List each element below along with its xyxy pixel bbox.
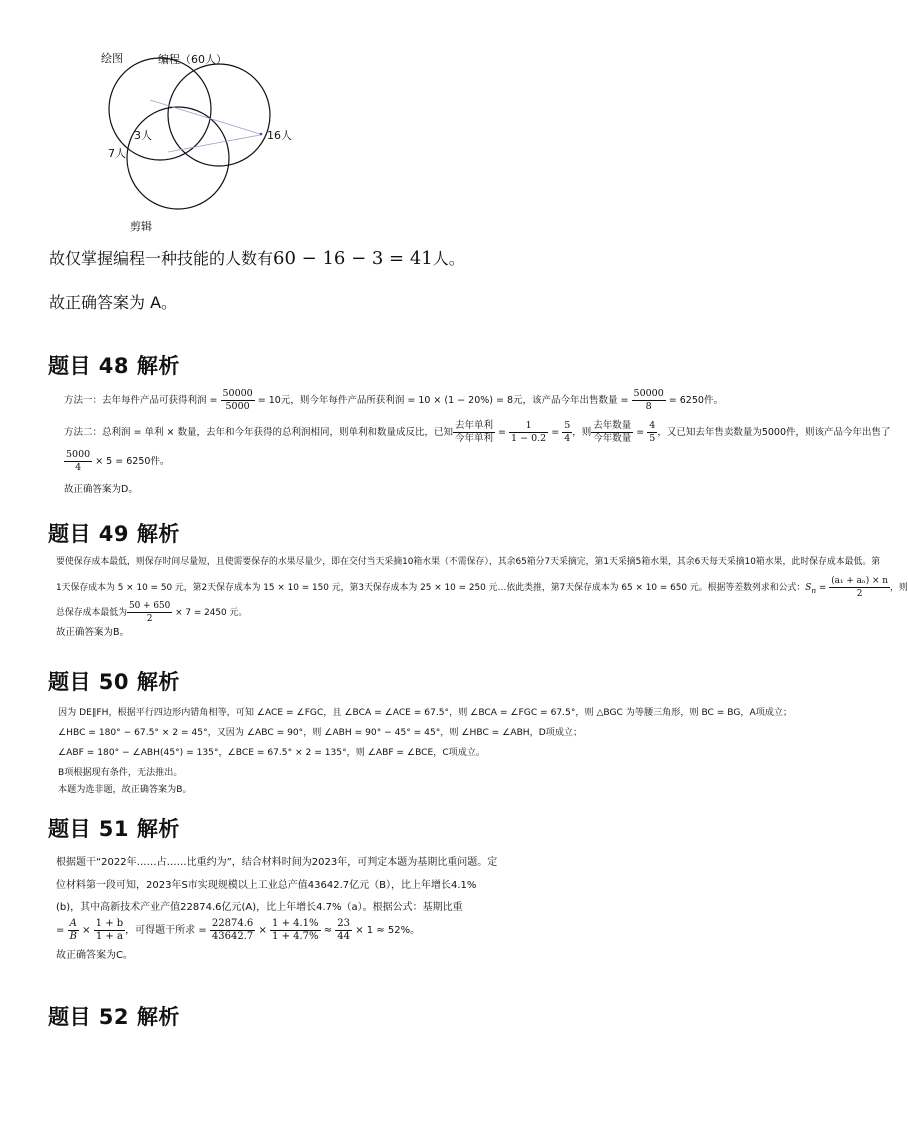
frac-denominator: B bbox=[69, 930, 77, 942]
venn-label-drawing: 绘图 bbox=[101, 52, 123, 65]
q48-m2-frac1 bbox=[453, 420, 495, 445]
frac-denominator: 43642.7 bbox=[211, 930, 254, 942]
frac-numerator: 50 + 650 bbox=[129, 601, 171, 611]
equals: = bbox=[495, 427, 510, 438]
venn-callout-value: 16人 bbox=[267, 129, 292, 142]
q48-heading: 题目 48 解析 bbox=[48, 354, 180, 378]
q48-answer: 故正确答案为D。 bbox=[64, 484, 138, 495]
frac-denominator: 5 bbox=[649, 433, 656, 444]
q50-line1: 因为 DE∥FH，根据平行四边形内错角相等，可知 ∠ACE = ∠FGC，且 ∠BCA = ∠ACE = 67.5°，则 ∠BCA = ∠FGC = 67.5°，则 △BGC 为等腰三角形，则 BC = BG，A项成立； bbox=[58, 708, 793, 718]
q49-sn: S bbox=[805, 583, 812, 593]
q51-frac1 bbox=[68, 918, 79, 943]
q48-m2-frac4 bbox=[591, 420, 633, 445]
q49-sn-sub: n bbox=[811, 585, 817, 595]
q50-heading: 题目 50 解析 bbox=[48, 670, 180, 694]
q49-line3-text-a: 总保存成本最低为 bbox=[56, 608, 127, 618]
q49-line2-text-a: 1天保存成本为 5 × 10 = 50 元，第2天保存成本为 15 × 10 = 150 元，第3天保存成本为 25 × 10 = 250 元…依此类推，第7天保存成本为 65 × 10 = 650 元。根据等差数列求和公式： bbox=[56, 583, 806, 593]
q50-line4: B项根据现有条件，无法推出。 bbox=[58, 768, 183, 778]
frac-numerator: (a₁ + aₙ) × n bbox=[831, 576, 888, 586]
equals: = bbox=[56, 925, 68, 936]
frac-numerator: 50000 bbox=[222, 388, 253, 399]
q48-m3-text: × 5 = 6250件。 bbox=[92, 456, 170, 467]
q51-answer: 故正确答案为C。 bbox=[56, 950, 133, 961]
callout-line-lower bbox=[168, 135, 260, 152]
q51-frac5 bbox=[335, 918, 352, 943]
q50-line2: ∠HBC = 180° − 67.5° × 2 = 45°，又因为 ∠ABC = 90°，则 ∠ABH = 90° − 45° = 45°，则 ∠HBC = ∠ABH，D项成立； bbox=[58, 728, 583, 738]
frac-numerator: 去年数量 bbox=[593, 420, 632, 431]
q48-m2-text-c: ，又已知去年售卖数量为5000件，则该产品今年出售了 bbox=[657, 427, 891, 438]
q48-m1-text-c: = 6250件。 bbox=[665, 395, 723, 406]
q51-line2: 位材料第一段可知，2023年S市实现规模以上工业总产值43642.7亿元（B），比上年增长4.1% bbox=[56, 880, 477, 891]
equals: = bbox=[548, 427, 563, 438]
frac-numerator: 1 bbox=[509, 420, 548, 433]
q48-m2-frac5 bbox=[647, 420, 657, 445]
q48-m2-frac3 bbox=[562, 420, 572, 445]
q51-frac4 bbox=[270, 918, 321, 943]
frac-numerator: A bbox=[68, 918, 79, 931]
q51-frac3 bbox=[210, 918, 255, 943]
q48-method2 bbox=[64, 420, 891, 445]
callout-dot bbox=[260, 133, 263, 136]
frac-numerator: 1 + b bbox=[95, 917, 124, 929]
frac-denominator: 今年数量 bbox=[593, 433, 632, 444]
q48-m1-frac1 bbox=[221, 388, 255, 413]
frac-denominator: 2 bbox=[856, 589, 863, 599]
frac-numerator: 4 bbox=[649, 420, 656, 431]
q49-answer: 故正确答案为B。 bbox=[56, 627, 130, 638]
q51-line1: 根据题干“2022年……占……比重约为”，结合材料时间为2023年，可判定本题为基期比重问题。定 bbox=[56, 857, 498, 868]
q47-text-prefix: 故仅掌握编程一种技能的人数有 bbox=[49, 249, 274, 268]
venn-center-value: 3人 bbox=[134, 129, 152, 142]
q48-m3-frac bbox=[64, 449, 92, 474]
q51-frac2 bbox=[94, 918, 126, 943]
q51-heading: 题目 51 解析 bbox=[48, 817, 180, 841]
q48-m1-text-a: 方法一：去年每件产品可获得利润 = bbox=[64, 395, 221, 406]
frac-numerator: 22874.6 bbox=[211, 917, 254, 929]
frac-denominator: 4 bbox=[564, 433, 571, 444]
frac-denominator: 44 bbox=[337, 930, 351, 942]
frac-numerator: 去年单利 bbox=[455, 420, 494, 431]
q51-tail: × 1 ≈ 52%。 bbox=[352, 925, 421, 936]
q52-heading: 题目 52 解析 bbox=[48, 1005, 180, 1029]
q49-line3 bbox=[56, 600, 247, 625]
q48-m2-text-b: ，则 bbox=[572, 427, 592, 438]
q47-math: 60 − 16 − 3 = 41 bbox=[273, 248, 433, 269]
venn-left-overlap-value: 7人 bbox=[108, 147, 126, 160]
q50-line5: 本题为选非题，故正确答案为B。 bbox=[58, 785, 192, 795]
frac-numerator: 1 + 4.1% bbox=[272, 917, 319, 929]
frac-denominator: 1 − 0.2 bbox=[511, 433, 547, 444]
frac-denominator: 8 bbox=[645, 401, 652, 412]
venn-label-programming: 编程（60人） bbox=[158, 53, 227, 66]
frac-denominator: 2 bbox=[146, 614, 153, 624]
equals: = bbox=[633, 427, 648, 438]
editing-circle bbox=[127, 107, 229, 209]
q49-heading: 题目 49 解析 bbox=[48, 522, 180, 546]
q49-line2-frac bbox=[829, 575, 890, 600]
times: × bbox=[78, 925, 94, 936]
q47-answer: 故正确答案为 A。 bbox=[49, 293, 178, 312]
q51-line3: (b)，其中高新技术产业产值22874.6亿元(A)，比上年增长4.7%（a）。根据公式：基期比重 bbox=[56, 902, 463, 913]
q50-line3: ∠ABF = 180° − ∠ABH(45°) = 135°，∠BCE = 67.5° × 2 = 135°，则 ∠ABF = ∠BCE，C项成立。 bbox=[58, 748, 486, 758]
q48-method2-cont bbox=[64, 449, 169, 474]
frac-denominator: 1 + 4.7% bbox=[272, 930, 319, 942]
q48-m2-frac2 bbox=[509, 420, 548, 445]
q49-line3-frac bbox=[127, 600, 172, 625]
frac-numerator: 5000 bbox=[66, 449, 91, 460]
frac-denominator: 5000 bbox=[225, 401, 250, 412]
q51-mid-text: ，可得题干所求 = bbox=[125, 925, 210, 936]
times: × bbox=[255, 925, 271, 936]
programming-circle bbox=[168, 64, 270, 166]
frac-numerator: 50000 bbox=[633, 388, 664, 399]
q48-method1 bbox=[64, 388, 723, 413]
frac-numerator: 5 bbox=[564, 420, 571, 431]
q48-m1-frac2 bbox=[632, 388, 666, 413]
frac-denominator: 1 + a bbox=[95, 930, 123, 942]
q47-text-suffix: 人。 bbox=[432, 249, 465, 268]
frac-denominator: 4 bbox=[75, 462, 82, 473]
q48-m1-text-b: = 10元，则今年每件产品所获利润 = 10 × (1 − 20%) = 8元，该产品今年出售数量 = bbox=[254, 395, 632, 406]
frac-numerator: 23 bbox=[337, 917, 351, 929]
q49-line3-text-b: × 7 = 2450 元。 bbox=[172, 608, 248, 618]
q47-conclusion-line bbox=[49, 248, 465, 270]
q48-m2-text-a: 方法二：总利润 = 单利 × 数量，去年和今年获得的总利润相同，则单利和数量成反比，已知 bbox=[64, 427, 454, 438]
callout-line-upper bbox=[150, 100, 260, 134]
approx: ≈ bbox=[320, 925, 336, 936]
q49-line1: 要使保存成本最低，则保存时间尽量短，且使需要保存的水果尽量少，即在交付当天采摘10箱水果（不需保存），其余65箱分7天采摘完，第1天采摘5箱水果，其余6天每天采摘10箱水果，此时保存成本最低。第 bbox=[56, 557, 881, 567]
q49-line2 bbox=[56, 575, 908, 600]
equals: = bbox=[816, 583, 830, 593]
q51-formula bbox=[56, 916, 420, 946]
frac-denominator: 今年单利 bbox=[455, 433, 494, 444]
q49-line2-text-b: ，则 bbox=[889, 583, 908, 593]
venn-label-editing: 剪辑 bbox=[130, 220, 152, 233]
